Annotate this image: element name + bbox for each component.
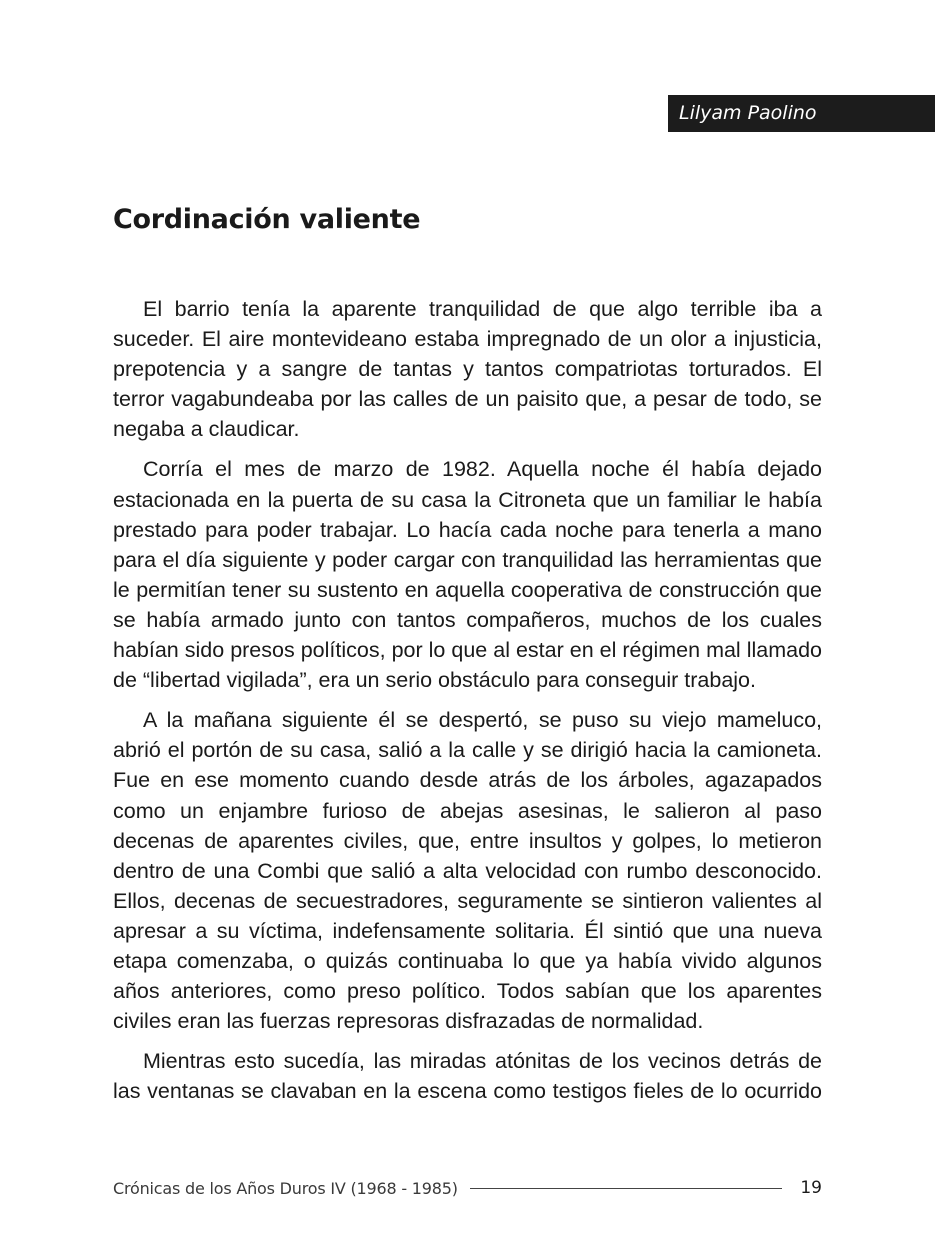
body-text xyxy=(113,294,822,1106)
author-name: Lilyam Paolino xyxy=(679,102,817,124)
author-header xyxy=(668,95,935,132)
chapter-title: Cordinación valiente xyxy=(113,204,421,235)
paragraph-1: El barrio tenía la aparente tranquilidad de que algo terrible iba a suceder. El aire montevideano estaba impregnado de un olor a injusticia, prepotencia y a sangre de tantas y tantos compatriotas torturados. El terror vagabundeaba por las calles de un paisito que, a pesar de todo, se negaba a claudicar. xyxy=(113,297,822,442)
paragraph-4: Mientras esto sucedía, las miradas atónitas de los vecinos detrás de las ventanas se clavaban en la escena como testigos fieles de lo ocurrido xyxy=(113,1049,822,1104)
footer-divider xyxy=(470,1188,783,1189)
paragraph-3: A la mañana siguiente él se despertó, se puso su viejo mameluco, abrió el portón de su casa, salió a la calle y se dirigió hacia la camioneta. Fue en ese momento cuando desde atrás de los árboles, agazapados como un enjambre furioso de abejas asesinas, le salieron al paso decenas de aparentes civiles, que, entre insultos y golpes, lo metieron dentro de una Combi que salió a alta velocidad con rumbo desconocido. Ellos, decenas de secuestradores, seguramente se sintieron valientes al apresar a su víctima, indefensamente solitaria. Él sintió que una nueva etapa comenzaba, o quizás continuaba lo que ya había vivido algunos años anteriores, como preso político. Todos sabían que los aparentes civiles eran las fuerzas represoras disfrazadas de normalidad. xyxy=(113,708,822,1034)
page-number: 19 xyxy=(800,1178,822,1198)
page-footer xyxy=(113,1175,822,1201)
paragraph-2: Corría el mes de marzo de 1982. Aquella noche él había dejado estacionada en la puerta de su casa la Citroneta que un familiar le había prestado para poder trabajar. Lo hacía cada noche para tenerla a mano para el día siguiente y poder cargar con tranquilidad las herramientas que le permitían tener su sustento en aquella cooperativa de construcción que se había armado junto con tantos compañeros, muchos de los cuales habían sido presos políticos, por lo que al estar en el régimen mal llamado de “libertad vigilada”, era un serio obstáculo para conseguir trabajo. xyxy=(113,457,822,693)
footer-book-title: Crónicas de los Años Duros IV (1968 - 1985) xyxy=(113,1178,458,1198)
